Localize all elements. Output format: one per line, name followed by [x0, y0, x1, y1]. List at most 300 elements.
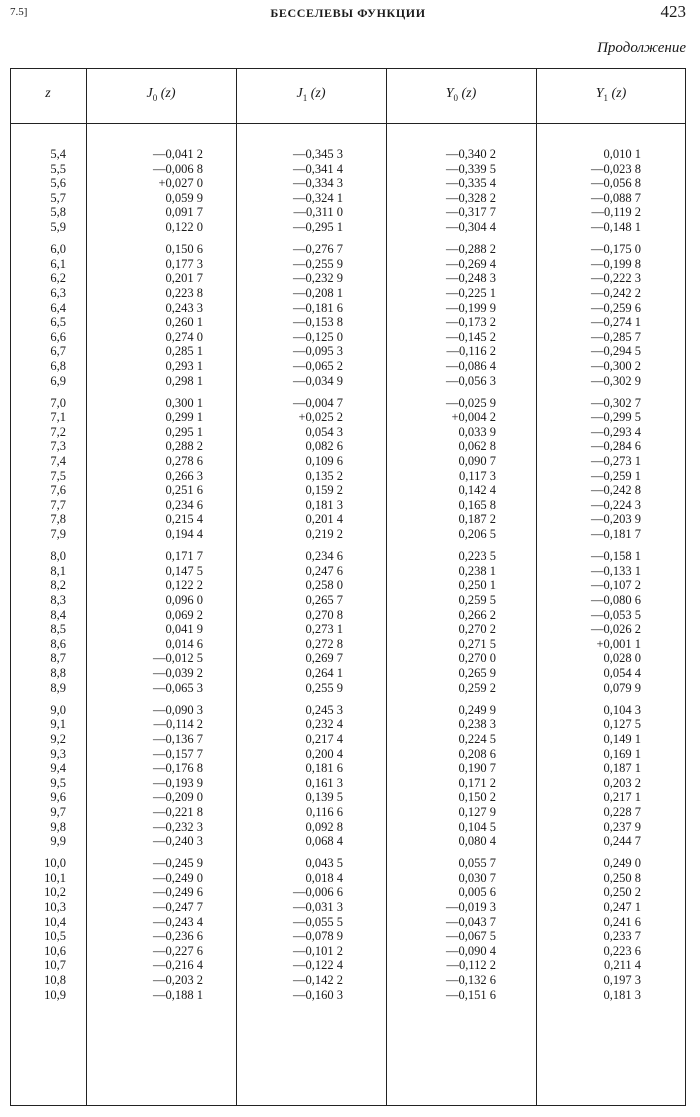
j0-value-cell: —0,157 7 — [153, 746, 203, 761]
y1-value-cell: 0,241 6 — [603, 914, 641, 929]
y1-value-cell: 0,149 1 — [603, 731, 641, 746]
table-row — [10, 425, 686, 440]
z-value-cell: 5,7 — [50, 190, 66, 205]
j0-value-cell: 0,147 5 — [165, 563, 203, 578]
z-value-cell: 10,3 — [44, 900, 66, 915]
y0-value-cell: —0,340 2 — [446, 147, 496, 161]
j0-value-cell: 0,014 6 — [165, 636, 203, 651]
z-value-cell: 9,8 — [50, 819, 66, 834]
j0-value-cell: 0,298 1 — [165, 373, 203, 388]
j1-value-cell: —0,295 1 — [293, 219, 343, 234]
table-row — [10, 900, 686, 915]
column-header-y0 — [386, 86, 536, 106]
j1-value-cell: —0,078 9 — [293, 929, 343, 944]
j1-value-cell: 0,219 2 — [305, 527, 343, 542]
column-header-label: Y — [595, 86, 604, 101]
y0-value-cell: —0,019 3 — [446, 900, 496, 915]
bessel-table — [10, 68, 686, 1106]
column-header-z — [10, 86, 86, 106]
j0-value-cell: 0,096 0 — [165, 593, 203, 607]
y0-value-cell: —0,090 4 — [446, 943, 496, 958]
z-value-cell: 6,4 — [50, 300, 66, 315]
table-row — [10, 776, 686, 791]
y0-value-cell: —0,173 2 — [446, 315, 496, 330]
y0-value-cell: 0,271 5 — [458, 636, 496, 651]
z-value-cell: 10,5 — [44, 929, 66, 944]
column-header-index: 1 — [603, 92, 608, 103]
j1-value-cell: +0,025 2 — [298, 410, 343, 425]
y1-value-cell: —0,181 7 — [591, 527, 641, 542]
j0-value-cell: —0,203 2 — [153, 973, 203, 988]
y1-value-cell: 0,028 0 — [603, 651, 641, 666]
j1-value-cell: 0,269 7 — [305, 651, 343, 666]
y1-value-cell: —0,242 8 — [591, 483, 641, 498]
j1-value-cell: 0,181 6 — [305, 761, 343, 776]
y1-value-cell: —0,023 8 — [591, 161, 641, 176]
y0-value-cell: 0,117 3 — [458, 468, 496, 483]
j1-value-cell: —0,181 6 — [293, 300, 343, 315]
table-row — [10, 257, 686, 272]
table-row — [10, 549, 686, 564]
y0-value-cell: 0,259 5 — [458, 593, 496, 607]
y0-value-cell: 0,224 5 — [458, 731, 496, 746]
y0-value-cell: 0,104 5 — [458, 819, 496, 834]
table-row — [10, 856, 686, 871]
y1-value-cell: 0,169 1 — [603, 746, 641, 761]
j0-value-cell: —0,039 2 — [153, 665, 203, 680]
y1-value-cell: —0,158 1 — [591, 549, 641, 564]
y0-value-cell: +0,004 2 — [451, 410, 496, 425]
table-row — [10, 608, 686, 623]
y1-value-cell: —0,053 5 — [591, 607, 641, 622]
j0-value-cell: —0,221 8 — [153, 804, 203, 819]
table-row — [10, 374, 686, 389]
y0-value-cell: —0,339 5 — [446, 161, 496, 176]
y1-value-cell: —0,148 1 — [591, 219, 641, 234]
z-value-cell: 10,9 — [44, 987, 66, 1002]
y1-value-cell: —0,285 7 — [591, 329, 641, 344]
y0-value-cell: 0,030 7 — [458, 870, 496, 885]
column-header-label: Y — [445, 86, 454, 101]
z-value-cell: 9,4 — [50, 761, 66, 776]
j1-value-cell: 0,054 3 — [305, 424, 343, 439]
j1-value-cell: —0,004 7 — [293, 395, 343, 410]
y0-value-cell: 0,265 9 — [458, 665, 496, 680]
y1-value-cell: —0,274 1 — [591, 315, 641, 330]
j0-value-cell: 0,293 1 — [165, 358, 203, 373]
j1-value-cell: 0,217 4 — [305, 731, 343, 746]
j0-value-cell: —0,090 3 — [153, 702, 203, 717]
table-row — [10, 271, 686, 286]
j1-value-cell: 0,181 3 — [305, 497, 343, 512]
z-value-cell: 6,5 — [50, 315, 66, 330]
y0-value-cell: —0,116 2 — [446, 344, 496, 359]
j0-value-cell: —0,012 5 — [153, 651, 203, 666]
j0-value-cell: 0,251 6 — [165, 483, 203, 498]
y1-value-cell: —0,302 9 — [591, 373, 641, 388]
j0-value-cell: 0,274 0 — [165, 329, 203, 344]
y1-value-cell: —0,107 2 — [591, 578, 641, 593]
z-value-cell: 5,5 — [50, 161, 66, 176]
column-header-argument: (z) — [608, 86, 627, 101]
j1-value-cell: 0,232 4 — [305, 717, 343, 732]
column-header-label: J — [146, 86, 153, 101]
j1-value-cell: —0,208 1 — [293, 285, 343, 300]
y0-value-cell: —0,328 2 — [446, 190, 496, 205]
y1-value-cell: 0,187 1 — [603, 761, 641, 776]
z-value-cell: 5,8 — [50, 205, 66, 220]
j0-value-cell: 0,091 7 — [165, 205, 203, 220]
running-title: БЕССЕЛЕВЫ ФУНКЦИИ — [270, 6, 426, 20]
j0-value-cell: 0,122 2 — [165, 578, 203, 593]
j0-value-cell: —0,216 4 — [153, 958, 203, 973]
y1-value-cell: —0,026 2 — [591, 622, 641, 637]
y1-value-cell: —0,259 1 — [591, 468, 641, 483]
table-row — [10, 205, 686, 220]
y0-value-cell: 0,033 9 — [458, 424, 496, 439]
z-value-cell: 10,8 — [44, 973, 66, 988]
table-row — [10, 527, 686, 542]
y1-value-cell: 0,237 9 — [603, 819, 641, 834]
table-row — [10, 439, 686, 454]
j1-value-cell: —0,101 2 — [293, 943, 343, 958]
y0-value-cell: 0,127 9 — [458, 804, 496, 819]
j1-value-cell: —0,311 0 — [293, 205, 343, 220]
table-row — [10, 703, 686, 718]
table-row — [10, 410, 686, 425]
z-value-cell: 10,7 — [44, 958, 66, 973]
y0-value-cell: —0,151 6 — [446, 987, 496, 1002]
y1-value-cell: 0,197 3 — [603, 973, 641, 988]
column-header-j1 — [236, 86, 386, 106]
table-row — [10, 483, 686, 498]
z-value-cell: 10,2 — [44, 885, 66, 900]
j1-value-cell: —0,160 3 — [293, 987, 343, 1002]
z-value-cell: 7,3 — [50, 439, 66, 454]
z-value-cell: 8,3 — [50, 593, 66, 607]
j0-value-cell: —0,176 8 — [153, 761, 203, 776]
j0-value-cell: —0,236 6 — [153, 929, 203, 944]
table-row — [10, 469, 686, 484]
table-row — [10, 564, 686, 579]
j0-value-cell: —0,114 2 — [153, 717, 203, 732]
j1-value-cell: —0,142 2 — [293, 973, 343, 988]
z-value-cell: 6,0 — [50, 242, 66, 257]
z-value-cell: 5,6 — [50, 176, 66, 191]
y1-value-cell: —0,224 3 — [591, 497, 641, 512]
z-value-cell: 7,4 — [50, 454, 66, 469]
y0-value-cell: —0,025 9 — [446, 395, 496, 410]
j0-value-cell: 0,295 1 — [165, 424, 203, 439]
page-number: 423 — [660, 2, 686, 21]
z-value-cell: 7,7 — [50, 497, 66, 512]
y1-value-cell: 0,079 9 — [603, 680, 641, 695]
z-value-cell: 7,8 — [50, 512, 66, 527]
j1-value-cell: 0,139 5 — [305, 790, 343, 805]
y1-value-cell: 0,228 7 — [603, 804, 641, 819]
table-row — [10, 747, 686, 762]
table-row — [10, 790, 686, 805]
y1-value-cell: —0,199 8 — [591, 256, 641, 271]
table-row — [10, 666, 686, 681]
j1-value-cell: —0,232 9 — [293, 271, 343, 286]
y0-value-cell: —0,086 4 — [446, 358, 496, 373]
j0-value-cell: 0,223 8 — [165, 285, 203, 300]
table-row — [10, 578, 686, 593]
y0-value-cell: —0,056 3 — [446, 373, 496, 388]
continuation-label: Продолжение — [597, 40, 686, 56]
z-value-cell: 10,6 — [44, 943, 66, 958]
z-value-cell: 9,7 — [50, 804, 66, 819]
table-row — [10, 315, 686, 330]
y1-value-cell: —0,302 7 — [591, 395, 641, 410]
y0-value-cell: —0,132 6 — [446, 973, 496, 988]
y0-value-cell: 0,238 1 — [458, 563, 496, 578]
j0-value-cell: —0,249 0 — [153, 870, 203, 885]
j1-value-cell: 0,273 1 — [305, 622, 343, 637]
table-row — [10, 301, 686, 316]
j1-value-cell: 0,135 2 — [305, 468, 343, 483]
j0-value-cell: —0,209 0 — [153, 790, 203, 805]
j1-value-cell: —0,125 0 — [293, 329, 343, 344]
z-value-cell: 8,6 — [50, 636, 66, 651]
j1-value-cell: —0,341 4 — [293, 161, 343, 176]
z-value-cell: 8,4 — [50, 607, 66, 622]
y0-value-cell: 0,238 3 — [458, 717, 496, 732]
j0-value-cell: 0,243 3 — [165, 300, 203, 315]
table-row — [10, 973, 686, 988]
table-row — [10, 915, 686, 930]
z-value-cell: 6,8 — [50, 358, 66, 373]
y1-value-cell: —0,284 6 — [591, 439, 641, 454]
j1-value-cell: 0,264 1 — [305, 665, 343, 680]
j1-value-cell: 0,234 6 — [305, 549, 343, 564]
j1-value-cell: 0,161 3 — [305, 775, 343, 790]
j0-value-cell: 0,201 7 — [165, 271, 203, 286]
table-row — [10, 396, 686, 411]
y1-value-cell: 0,127 5 — [603, 717, 641, 732]
z-value-cell: 10,4 — [44, 914, 66, 929]
y1-value-cell: —0,222 3 — [591, 271, 641, 286]
table-row — [10, 454, 686, 469]
column-header-j0 — [86, 86, 236, 106]
table-row — [10, 330, 686, 345]
y1-value-cell: —0,294 5 — [591, 344, 641, 359]
table-row — [10, 834, 686, 849]
j0-value-cell: —0,006 8 — [153, 161, 203, 176]
j1-value-cell: 0,265 7 — [305, 593, 343, 607]
table-row — [10, 761, 686, 776]
y1-value-cell: 0,211 4 — [603, 958, 641, 973]
j1-value-cell: —0,153 8 — [293, 315, 343, 330]
j1-value-cell: 0,159 2 — [305, 483, 343, 498]
y0-value-cell: —0,199 9 — [446, 300, 496, 315]
z-value-cell: 7,2 — [50, 424, 66, 439]
table-row — [10, 732, 686, 747]
j1-value-cell: 0,201 4 — [305, 512, 343, 527]
z-value-cell: 8,9 — [50, 680, 66, 695]
j0-value-cell: 0,285 1 — [165, 344, 203, 359]
y1-value-cell: 0,249 0 — [603, 856, 641, 871]
j0-value-cell: 0,059 9 — [165, 190, 203, 205]
z-value-cell: 9,3 — [50, 746, 66, 761]
y1-value-cell: —0,259 6 — [591, 300, 641, 315]
j1-value-cell: —0,065 2 — [293, 358, 343, 373]
j0-value-cell: 0,299 1 — [165, 410, 203, 425]
z-value-cell: 8,0 — [50, 549, 66, 564]
table-row — [10, 717, 686, 732]
column-header-argument: (z) — [157, 86, 176, 101]
y1-value-cell: 0,104 3 — [603, 702, 641, 717]
table-row — [10, 988, 686, 1003]
y1-value-cell: +0,001 1 — [596, 636, 641, 651]
y1-value-cell: 0,054 4 — [603, 665, 641, 680]
j1-value-cell: —0,055 5 — [293, 914, 343, 929]
table-row — [10, 176, 686, 191]
z-value-cell: 7,6 — [50, 483, 66, 498]
z-value-cell: 6,6 — [50, 329, 66, 344]
y0-value-cell: 0,142 4 — [458, 483, 496, 498]
z-value-cell: 8,7 — [50, 651, 66, 666]
y1-value-cell: 0,250 2 — [603, 885, 641, 900]
column-header-label: J — [296, 86, 303, 101]
j1-value-cell: —0,006 6 — [293, 885, 343, 900]
y0-value-cell: 0,062 8 — [458, 439, 496, 454]
j1-value-cell: 0,258 0 — [305, 578, 343, 593]
j0-value-cell: 0,215 4 — [165, 512, 203, 527]
table-row — [10, 220, 686, 235]
j1-value-cell: 0,068 4 — [305, 834, 343, 849]
z-value-cell: 6,3 — [50, 285, 66, 300]
y1-value-cell: 0,203 2 — [603, 775, 641, 790]
table-row — [10, 637, 686, 652]
j1-value-cell: —0,345 3 — [293, 147, 343, 161]
z-value-cell: 9,2 — [50, 731, 66, 746]
j0-value-cell: 0,069 2 — [165, 607, 203, 622]
y0-value-cell: 0,266 2 — [458, 607, 496, 622]
z-value-cell: 6,2 — [50, 271, 66, 286]
j0-value-cell: —0,232 3 — [153, 819, 203, 834]
table-row — [10, 885, 686, 900]
table-body — [10, 147, 686, 1002]
y0-value-cell: —0,248 3 — [446, 271, 496, 286]
y0-value-cell: 0,208 6 — [458, 746, 496, 761]
j1-value-cell: —0,031 3 — [293, 900, 343, 915]
column-header-index: 1 — [302, 92, 308, 103]
j1-value-cell: —0,334 3 — [293, 176, 343, 191]
j1-value-cell: 0,082 6 — [305, 439, 343, 454]
page-header — [10, 4, 686, 24]
table-row — [10, 498, 686, 513]
y1-value-cell: —0,119 2 — [591, 205, 641, 220]
y1-value-cell: 0,223 6 — [603, 943, 641, 958]
j1-value-cell: 0,109 6 — [305, 454, 343, 469]
y1-value-cell: —0,299 5 — [591, 410, 641, 425]
z-value-cell: 7,5 — [50, 468, 66, 483]
z-value-cell: 5,9 — [50, 219, 66, 234]
y1-value-cell: 0,247 1 — [603, 900, 641, 915]
j1-value-cell: —0,324 1 — [293, 190, 343, 205]
j0-value-cell: 0,278 6 — [165, 454, 203, 469]
z-value-cell: 6,7 — [50, 344, 66, 359]
y0-value-cell: 0,190 7 — [458, 761, 496, 776]
j1-value-cell: —0,122 4 — [293, 958, 343, 973]
z-value-cell: 10,0 — [44, 856, 66, 871]
j1-value-cell: 0,245 3 — [305, 702, 343, 717]
j0-value-cell: —0,136 7 — [153, 731, 203, 746]
z-value-cell: 5,4 — [50, 147, 66, 161]
j0-value-cell: 0,194 4 — [165, 527, 203, 542]
table-row — [10, 593, 686, 608]
y1-value-cell: 0,217 1 — [603, 790, 641, 805]
j0-value-cell: —0,245 9 — [153, 856, 203, 871]
table-row — [10, 242, 686, 257]
y1-value-cell: —0,293 4 — [591, 424, 641, 439]
j1-value-cell: —0,095 3 — [293, 344, 343, 359]
z-value-cell: 8,8 — [50, 665, 66, 680]
table-row — [10, 820, 686, 835]
j0-value-cell: +0,027 0 — [158, 176, 203, 191]
y1-value-cell: —0,273 1 — [591, 454, 641, 469]
z-value-cell: 7,9 — [50, 527, 66, 542]
table-row — [10, 958, 686, 973]
j1-value-cell: 0,255 9 — [305, 680, 343, 695]
table-row — [10, 944, 686, 959]
z-value-cell: 8,1 — [50, 563, 66, 578]
column-header-argument: (z) — [307, 86, 326, 101]
column-header-index: 0 — [152, 92, 158, 103]
y0-value-cell: —0,269 4 — [446, 256, 496, 271]
table-row — [10, 147, 686, 162]
j0-value-cell: —0,247 7 — [153, 900, 203, 915]
y1-value-cell: —0,300 2 — [591, 358, 641, 373]
j0-value-cell: 0,171 7 — [165, 549, 203, 564]
j0-value-cell: 0,300 1 — [165, 395, 203, 410]
j0-value-cell: —0,041 2 — [153, 147, 203, 161]
table-row — [10, 651, 686, 666]
j1-value-cell: 0,092 8 — [305, 819, 343, 834]
y0-value-cell: 0,270 0 — [458, 651, 496, 666]
j1-value-cell: —0,276 7 — [293, 242, 343, 257]
y0-value-cell: 0,223 5 — [458, 549, 496, 564]
z-value-cell: 8,5 — [50, 622, 66, 637]
table-row — [10, 344, 686, 359]
y0-value-cell: 0,259 2 — [458, 680, 496, 695]
y1-value-cell: —0,175 0 — [591, 242, 641, 257]
j0-value-cell: —0,188 1 — [153, 987, 203, 1002]
j1-value-cell: —0,034 9 — [293, 373, 343, 388]
column-header-argument: (z) — [458, 86, 477, 101]
z-value-cell: 6,1 — [50, 256, 66, 271]
z-value-cell: 7,0 — [50, 395, 66, 410]
y0-value-cell: 0,171 2 — [458, 775, 496, 790]
table-row — [10, 681, 686, 696]
j0-value-cell: —0,193 9 — [153, 775, 203, 790]
j0-value-cell: 0,266 3 — [165, 468, 203, 483]
j1-value-cell: 0,270 8 — [305, 607, 343, 622]
y0-value-cell: 0,250 1 — [458, 578, 496, 593]
y1-value-cell: 0,244 7 — [603, 834, 641, 849]
j1-value-cell: 0,043 5 — [305, 856, 343, 871]
y0-value-cell: 0,005 6 — [458, 885, 496, 900]
y1-value-cell: —0,056 8 — [591, 176, 641, 191]
y0-value-cell: —0,225 1 — [446, 285, 496, 300]
j1-value-cell: 0,018 4 — [305, 870, 343, 885]
table-row — [10, 191, 686, 206]
z-value-cell: 9,5 — [50, 775, 66, 790]
table-row — [10, 622, 686, 637]
z-value-cell: 9,0 — [50, 702, 66, 717]
